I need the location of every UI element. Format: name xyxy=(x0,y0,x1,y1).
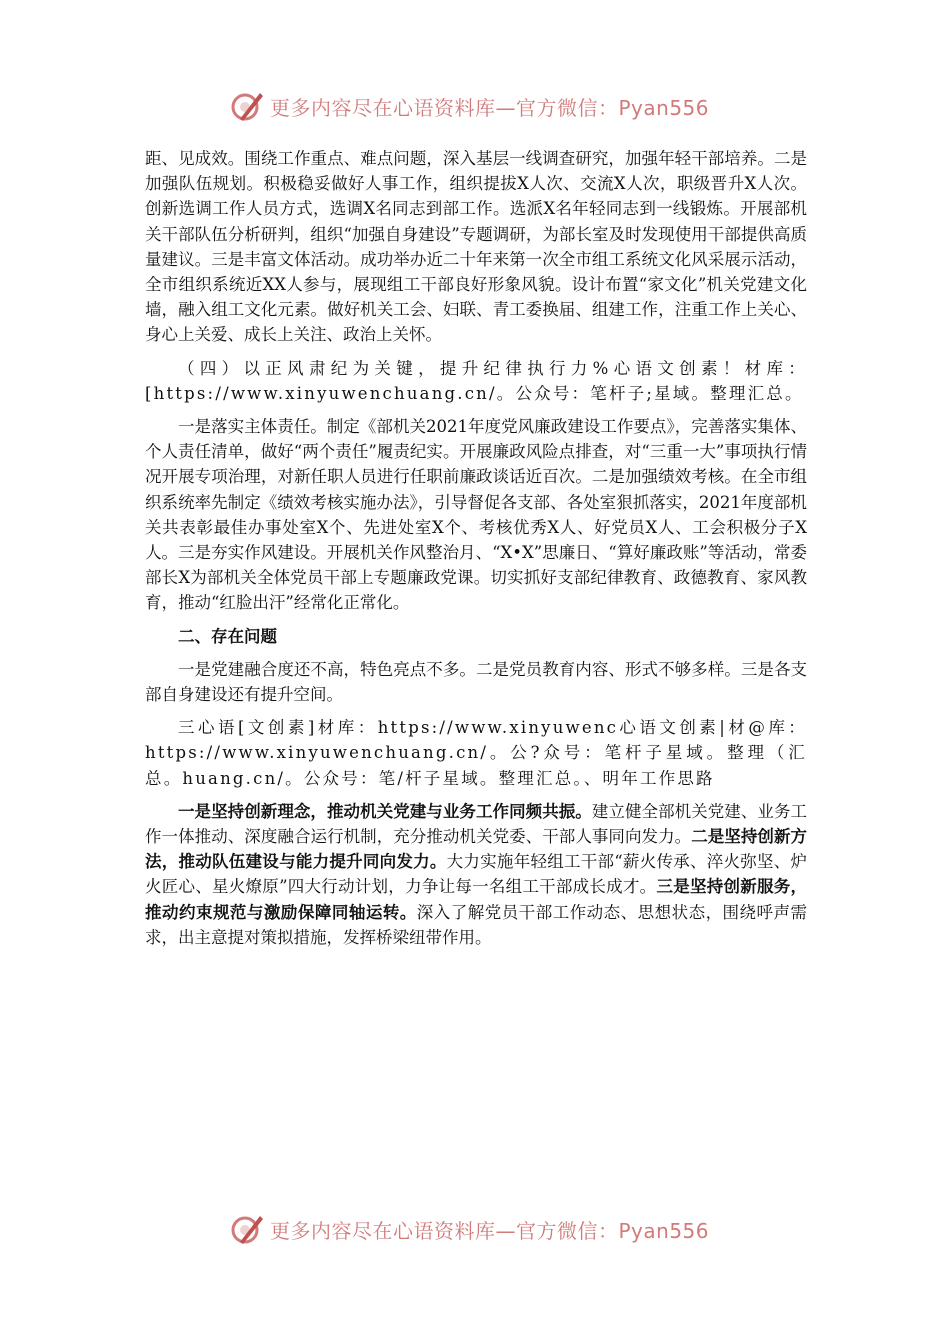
paragraph-next-year-heading: 三心语[文创素]材库：https://www.xinyuwenc心语文创素|材@库：https://www.xinyuwenchuang.cn/。公?众号：笔杆子星域。整理（汇总。huang.cn/。公众号：笔/杆子星域。整理汇总。、明年工作思路 xyxy=(145,718,807,788)
plan-point-2-text: 大力实施年轻组工干部“薪火传承、淬火弥坚、炉火匠心、星火燎原”四大行动计划，力争让每一名组工干部成长成才。 xyxy=(145,852,808,897)
plan-point-1-text: 建立健全部机关党建、业务工作一体推动、深度融合运行机制，充分推动机关党委、干部人事同向发力。 xyxy=(145,801,808,847)
plan-point-2-title: 二是坚持创新方法，推动队伍建设与能力提升同向发力。 xyxy=(145,827,808,872)
paragraph-next-year-plans xyxy=(145,799,807,950)
plan-point-3-text: 深入了解党员干部工作动态、思想状态，围绕呼声需求，出主意提对策拟措施，发挥桥梁纽带作用。 xyxy=(145,902,808,947)
paragraph-problems: 一是党建融合度还不高，特色亮点不多。二是党员教育内容、形式不够多样。三是各支部自身建设还有提升空间。 xyxy=(145,659,807,705)
document-body xyxy=(145,146,807,950)
paragraph-discipline: 一是落实主体责任。制定《部机关2021年度党风廉政建设工作要点》，完善落实集体、个人责任清单，做好“两个责任”履责纪实。开展廉政风险点排查，对“三重一大”事项执行情况开展专项治理，对新任职人员进行任职前廉政谈话近百次。二是加强绩效考核。在全市组织系统率先制定《绩效考核实施办法》，引导督促各支部、各处室狠抓落实，2021年度部机关共表彰最佳办事处室X个、先进处室X个、考核优秀X人、好党员X人、工会积极分子X人。三是夯实作风建设。开展机关作风整治月、“X•X”思廉日、“算好廉政账”等活动，常委部长X为部机关全体党员干部上专题廉政党课。切实抓好支部纪律教育、政德教育、家风教育，推动“红脸出汗”经常化正常化。 xyxy=(145,417,807,613)
footer-banner-text: 更多内容尽在心语资料库—官方微信：Pyan556 xyxy=(270,1218,710,1243)
plan-point-1-title: 一是坚持创新理念，推动机关党建与业务工作同频共振。 xyxy=(178,801,592,821)
section-heading-discipline: （四）以正风肃纪为关键，提升纪律执行力%心语文创素！材库：[https://www.xinyuwenchuang.cn/。公众号：笔杆子;星域。整理汇总。 xyxy=(145,358,807,403)
header-banner-text: 更多内容尽在心语资料库—官方微信：Pyan556 xyxy=(270,95,710,120)
footer-banner xyxy=(230,1211,750,1247)
pen-logo-icon xyxy=(230,89,264,123)
paragraph-team-building: 距、见成效。围绕工作重点、难点问题，深入基层一线调查研究，加强年轻干部培养。二是加强队伍规划。积极稳妥做好人事工作，组织提拔X人次、交流X人次，职级晋升X人次。创新选调工作人员方式，选调X名同志到部工作。选派X名年轻同志到一线锻炼。开展部机关干部队伍分析研判，组织“加强自身建设”专题调研，为部长室及时发现使用干部提供高质量建议。三是丰富文体活动。成功举办近二十年来第一次全市组工系统文化风采展示活动，全市组织系统近XX人参与，展现组工干部良好形象风貌。设计布置“家文化”机关党建文化墙，融入组工文化元素。做好机关工会、妇联、青工委换届、组建工作，注重工作上关心、身心上关爱、成长上关注、政治上关怀。 xyxy=(145,149,807,345)
section-heading-problems: 二、存在问题 xyxy=(178,626,277,646)
pen-logo-icon xyxy=(230,1212,264,1246)
plan-point-3-title: 三是坚持创新服务，推动约束规范与激励保障同轴运转。 xyxy=(145,877,808,922)
header-banner xyxy=(230,88,750,124)
